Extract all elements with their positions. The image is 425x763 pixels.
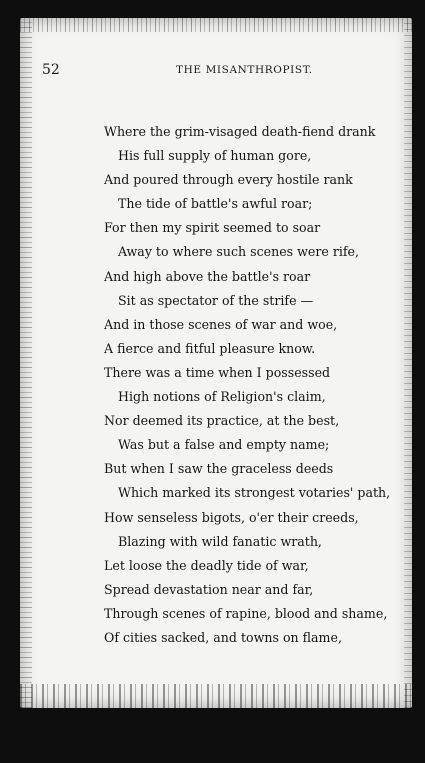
poem-line: Of cities sacked, and towns on flame, [104, 629, 342, 645]
poem-line: And in those scenes of war and woe, [104, 316, 338, 332]
poem-line: Spread devastation near and far, [104, 581, 314, 597]
scan-edge-left [0, 0, 22, 763]
poem-line: His full supply of human gore, [118, 148, 312, 164]
running-head: THE MISANTHROPIST. [176, 64, 313, 76]
poem-line: For then my spirit seemed to soar [104, 220, 321, 236]
poem-line: Let loose the deadly tide of war, [104, 557, 309, 573]
poem-line: High notions of Religion's claim, [118, 389, 326, 405]
page-number: 52 [42, 62, 60, 78]
page-speckle-left [20, 18, 32, 708]
poem-text [104, 120, 404, 650]
poem-line: A fierce and fitful pleasure know. [104, 340, 316, 356]
page-header [42, 62, 382, 82]
poem-line: Nor deemed its practice, at the best, [104, 413, 340, 429]
poem-line: The tide of battle's awful roar; [118, 196, 313, 212]
page-speckle-bottom [20, 684, 412, 708]
poem-line: How senseless bigots, o'er their creeds, [104, 509, 359, 525]
page-speckle-right [404, 18, 412, 708]
poem-line: Was but a false and empty name; [118, 437, 330, 453]
poem-line: And high above the battle's roar [104, 268, 311, 284]
poem-line: Where the grim-visaged death-fiend drank [104, 124, 376, 139]
poem-line: Blazing with wild fanatic wrath, [118, 533, 322, 549]
scan-edge-bottom [0, 701, 425, 763]
poem-line: But when I saw the graceless deeds [104, 461, 334, 477]
poem-line: Through scenes of rapine, blood and shame, [104, 605, 388, 621]
poem-line: And poured through every hostile rank [104, 172, 353, 188]
page-speckle-top [20, 18, 412, 32]
poem-line: Away to where such scenes were rife, [118, 244, 360, 260]
scan-edge-right [411, 0, 425, 763]
poem-line: Which marked its strongest votaries' path, [118, 485, 391, 501]
poem-line: There was a time when I possessed [104, 364, 331, 380]
poem-line: Sit as spectator of the strife — [118, 292, 314, 308]
